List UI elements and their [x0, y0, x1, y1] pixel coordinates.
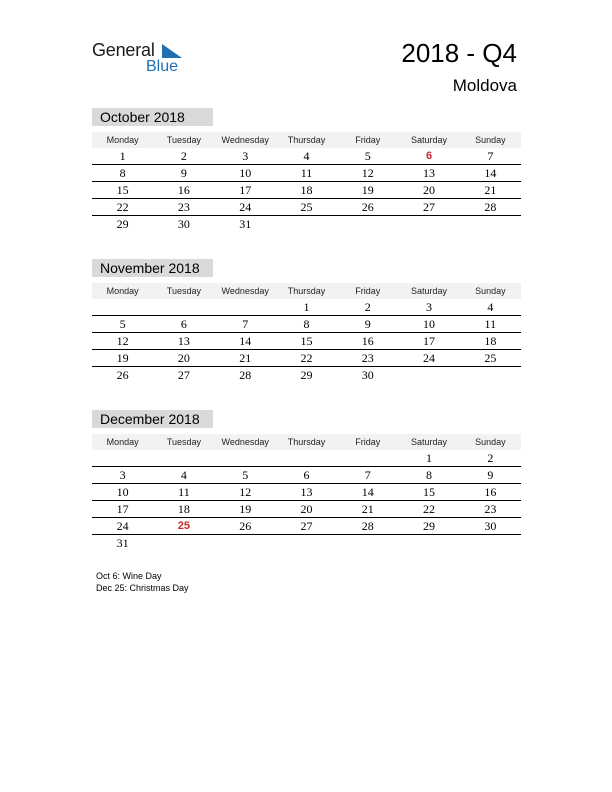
day-cell: 4 [303, 149, 310, 163]
day-cell [276, 450, 337, 466]
day-cell: 7 [487, 149, 494, 163]
week-row [92, 333, 521, 350]
week-row [92, 535, 521, 551]
weekday-label: Wednesday [221, 135, 269, 145]
week-row [92, 316, 521, 333]
day-cell [215, 450, 276, 466]
weekday-label: Tuesday [166, 135, 202, 145]
weekday-label: Saturday [411, 437, 448, 447]
day-cell: 25 [484, 351, 497, 365]
weekday-label: Saturday [411, 286, 448, 296]
day-cell: 18 [300, 183, 313, 197]
day-cell: 21 [239, 351, 252, 365]
weekday-label: Friday [355, 286, 381, 296]
week-row [92, 367, 521, 383]
day-cell [153, 535, 214, 551]
day-cell: 10 [239, 166, 252, 180]
day-cell: 26 [116, 368, 129, 382]
day-cell: 16 [361, 334, 374, 348]
day-cell: 14 [484, 166, 497, 180]
weekday-label: Wednesday [221, 437, 269, 447]
day-cell: 2 [180, 149, 187, 163]
holiday-notes [96, 570, 189, 594]
day-cell: 27 [423, 200, 436, 214]
day-cell: 29 [300, 368, 313, 382]
day-cell [460, 367, 521, 383]
day-cell: 31 [116, 536, 129, 550]
day-cell: 20 [177, 351, 190, 365]
day-cell: 15 [423, 485, 436, 499]
day-cell: 24 [239, 200, 252, 214]
day-cell: 17 [116, 502, 129, 516]
day-cell: 3 [426, 300, 433, 314]
day-cell: 6 [180, 317, 187, 331]
day-cell: 22 [116, 200, 129, 214]
weekday-header [92, 434, 521, 450]
day-cell: 11 [178, 485, 190, 499]
week-row [92, 182, 521, 199]
holiday-note: Oct 6: Wine Day [96, 571, 162, 581]
day-cell: 16 [177, 183, 190, 197]
weekday-label: Monday [106, 437, 139, 447]
day-cell: 20 [300, 502, 313, 516]
week-row [92, 518, 521, 535]
day-cell: 16 [484, 485, 497, 499]
weekday-label: Sunday [475, 135, 506, 145]
day-cell: 3 [119, 468, 126, 482]
day-cell: 10 [116, 485, 129, 499]
month-title: October 2018 [92, 108, 213, 126]
day-cell: 7 [364, 468, 371, 482]
weekday-header [92, 283, 521, 299]
day-cell: 6 [303, 468, 310, 482]
day-cell [398, 535, 459, 551]
day-cell: 13 [423, 166, 436, 180]
day-cell: 30 [484, 519, 497, 533]
day-cell: 19 [239, 502, 252, 516]
day-cell: 30 [361, 368, 374, 382]
day-cell: 21 [484, 183, 497, 197]
week-row [92, 350, 521, 367]
day-cell: 10 [423, 317, 436, 331]
day-cell: 19 [361, 183, 374, 197]
week-row [92, 467, 521, 484]
day-cell: 18 [484, 334, 497, 348]
day-cell: 23 [484, 502, 497, 516]
weekday-label: Friday [355, 437, 381, 447]
day-cell: 9 [364, 317, 371, 331]
day-cell: 4 [180, 468, 187, 482]
day-cell: 8 [119, 166, 126, 180]
day-cell: 17 [239, 183, 252, 197]
day-cell [92, 299, 153, 315]
day-cell: 28 [484, 200, 497, 214]
weekday-label: Thursday [287, 286, 326, 296]
weekday-label: Tuesday [166, 286, 202, 296]
day-cell: 13 [177, 334, 190, 348]
day-cell [337, 216, 398, 232]
day-cell: 23 [177, 200, 190, 214]
logo [92, 40, 192, 80]
day-cell: 14 [361, 485, 374, 499]
weekday-label: Thursday [287, 437, 326, 447]
weekday-label: Friday [355, 135, 381, 145]
weekday-label: Monday [106, 135, 139, 145]
day-cell [215, 535, 276, 551]
day-cell: 24 [423, 351, 436, 365]
day-cell: 24 [116, 519, 129, 533]
day-cell: 21 [361, 502, 374, 516]
day-cell [92, 450, 153, 466]
day-cell: 22 [300, 351, 313, 365]
day-cell: 15 [300, 334, 313, 348]
day-cell: 17 [423, 334, 436, 348]
logo-word-blue: Blue [146, 58, 179, 75]
day-cell: 11 [484, 317, 497, 331]
day-cell: 27 [177, 368, 190, 382]
day-cell [460, 216, 521, 232]
weekday-label: Monday [106, 286, 139, 296]
day-cell: 11 [300, 166, 313, 180]
week-row [92, 148, 521, 165]
day-cell: 1 [119, 149, 126, 163]
day-cell [153, 450, 214, 466]
weekday-label: Sunday [475, 286, 506, 296]
day-cell: 9 [180, 166, 187, 180]
day-cell: 26 [361, 200, 374, 214]
month-title: November 2018 [92, 259, 213, 277]
holiday-day-cell: 25 [177, 520, 191, 532]
day-cell: 31 [239, 217, 252, 231]
day-cell: 12 [239, 485, 252, 499]
day-cell: 8 [426, 468, 433, 482]
month-october [92, 108, 521, 232]
day-cell: 18 [177, 502, 190, 516]
day-cell: 5 [242, 468, 249, 482]
week-row [92, 484, 521, 501]
day-cell [398, 216, 459, 232]
day-cell: 23 [361, 351, 374, 365]
day-cell: 27 [300, 519, 313, 533]
day-cell [460, 535, 521, 551]
day-cell [337, 450, 398, 466]
weekday-label: Wednesday [221, 286, 269, 296]
week-row [92, 165, 521, 182]
weekday-label: Sunday [475, 437, 506, 447]
month-title: December 2018 [92, 410, 213, 428]
day-cell: 14 [239, 334, 252, 348]
logo-word-general: General [92, 40, 155, 60]
day-cell: 3 [242, 149, 249, 163]
week-row [92, 450, 521, 467]
week-row [92, 299, 521, 316]
day-cell [153, 299, 214, 315]
page-title: 2018 - Q4 [401, 38, 517, 68]
weekday-label: Saturday [411, 135, 448, 145]
day-cell: 2 [364, 300, 371, 314]
day-cell: 12 [116, 334, 129, 348]
day-cell: 19 [116, 351, 129, 365]
holiday-note: Dec 25: Christmas Day [96, 583, 189, 593]
day-cell: 30 [177, 217, 190, 231]
day-cell: 26 [239, 519, 252, 533]
day-cell: 28 [239, 368, 252, 382]
weekday-label: Tuesday [166, 437, 202, 447]
day-cell: 9 [487, 468, 494, 482]
week-row [92, 199, 521, 216]
day-cell: 20 [423, 183, 436, 197]
day-cell: 28 [361, 519, 374, 533]
day-cell: 15 [116, 183, 129, 197]
day-cell: 1 [426, 451, 433, 465]
day-cell [398, 367, 459, 383]
day-cell: 25 [300, 200, 313, 214]
day-cell [276, 216, 337, 232]
weekday-label: Thursday [287, 135, 326, 145]
weekday-header [92, 132, 521, 148]
day-cell [215, 299, 276, 315]
day-cell: 2 [487, 451, 494, 465]
week-row [92, 501, 521, 518]
day-cell: 22 [423, 502, 436, 516]
week-row [92, 216, 521, 232]
day-cell: 5 [119, 317, 126, 331]
day-cell: 7 [242, 317, 249, 331]
day-cell: 13 [300, 485, 313, 499]
day-cell: 29 [116, 217, 129, 231]
day-cell: 12 [361, 166, 374, 180]
day-cell: 29 [423, 519, 436, 533]
day-cell: 5 [364, 149, 371, 163]
day-cell [276, 535, 337, 551]
day-cell [337, 535, 398, 551]
country-name: Moldova [452, 76, 517, 95]
day-cell: 4 [487, 300, 494, 314]
holiday-day-cell: 6 [425, 150, 433, 162]
day-cell: 8 [303, 317, 310, 331]
month-november [92, 259, 521, 383]
day-cell: 1 [303, 300, 310, 314]
month-december [92, 410, 521, 551]
